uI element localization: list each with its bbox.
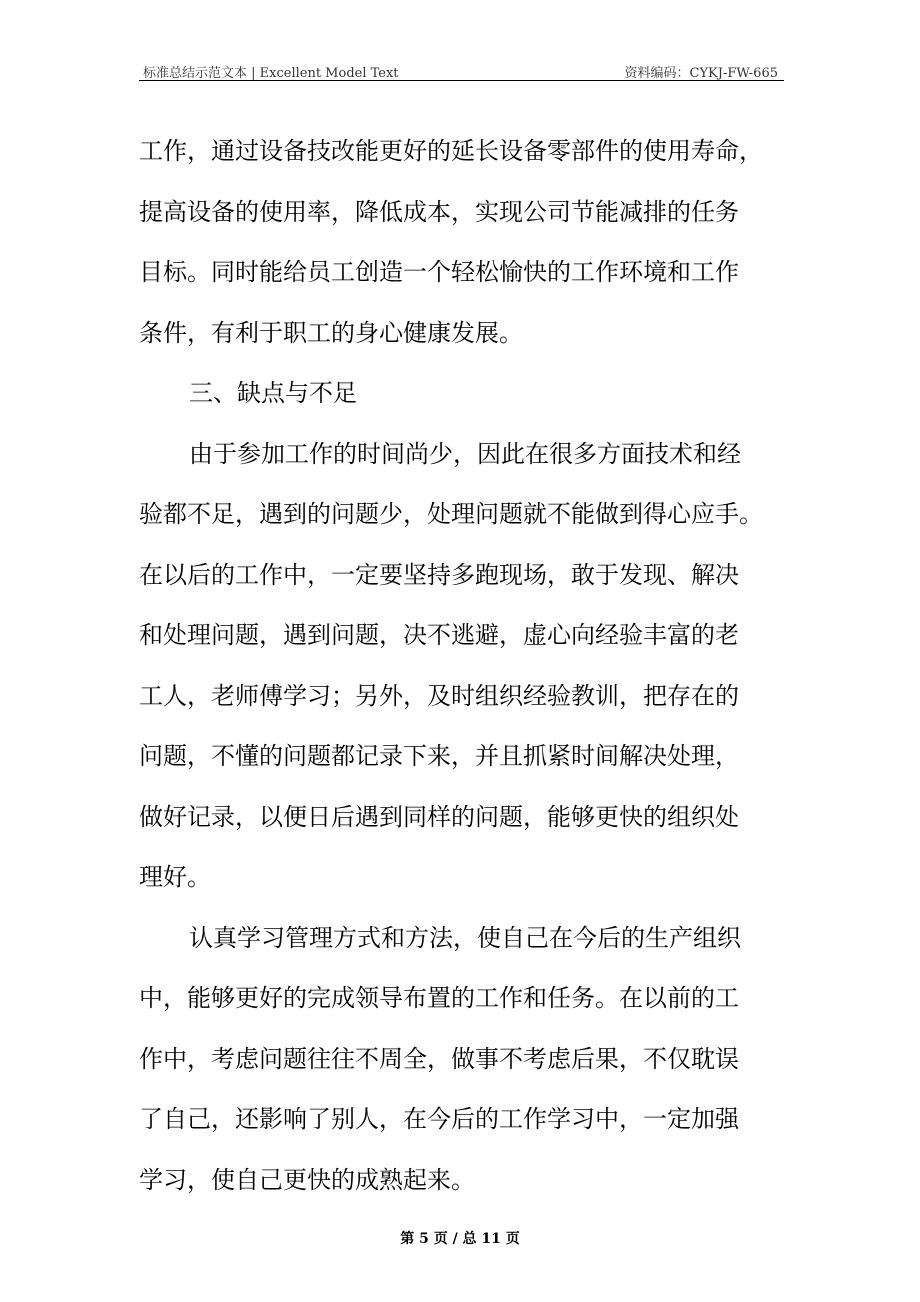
paragraph-line: 做好记录，以便日后遇到同样的问题，能够更快的组织处 [139, 802, 739, 831]
paragraph-line: 和处理问题，遇到问题，决不逃避，虚心向经验丰富的老 [139, 621, 739, 649]
header-title: 标准总结示范文本 | Excellent Model Text [143, 66, 399, 81]
paragraph-line: 目标。同时能给员工创造一个轻松愉快的工作环境和工作 [139, 258, 739, 286]
paragraph-line: 验都不足，遇到的问题少，处理问题就不能做到得心应手。 [139, 500, 763, 528]
paragraph-line: 了自己，还影响了别人，在今后的工作学习中，一定加强 [139, 1105, 739, 1133]
paragraph-line: 学习，使自己更快的成熟起来。 [139, 1165, 475, 1194]
paragraph-line: 理好。 [139, 863, 211, 891]
paragraph-line: 在以后的工作中，一定要坚持多跑现场，敢于发现、解决 [139, 560, 739, 589]
paragraph-line: 中，能够更好的完成领导布置的工作和任务。在以前的工 [139, 984, 739, 1012]
paragraph-line: 工人，老师傅学习；另外，及时组织经验教训，把存在的 [139, 681, 739, 710]
paragraph-line: 由于参加工作的时间尚少，因此在很多方面技术和经 [189, 439, 741, 468]
paragraph-line: 问题，不懂的问题都记录下来，并且抓紧时间解决处理， [139, 742, 739, 770]
page-number: 第 5 页 / 总 11 页 [400, 1231, 520, 1247]
document-body [139, 121, 784, 1210]
paragraph-line: 提高设备的使用率，降低成本，实现公司节能减排的任务 [139, 197, 739, 226]
section-heading: 三、缺点与不足 [189, 379, 357, 407]
paragraph-line: 条件，有利于职工的身心健康发展。 [139, 318, 523, 347]
page-header [139, 58, 784, 81]
paragraph-line: 工作，通过设备技改能更好的延长设备零部件的使用寿命， [139, 137, 763, 165]
paragraph-line: 作中，考虑问题往往不周全，做事不考虑后果，不仅耽误 [139, 1044, 739, 1073]
document-code: 资料编码：CYKJ-FW-665 [624, 66, 778, 81]
paragraph-line: 认真学习管理方式和方法，使自己在今后的生产组织 [189, 923, 741, 952]
